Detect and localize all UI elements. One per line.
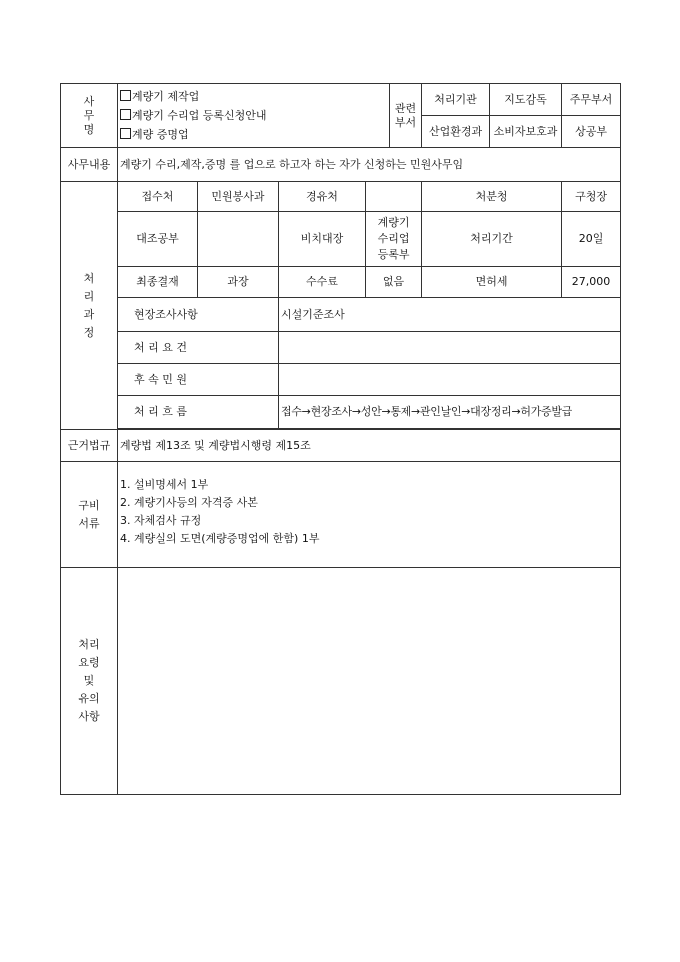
- main-dept-header: 주무부서: [562, 84, 621, 116]
- requirement-label: 처 리 요 건: [118, 332, 279, 364]
- checkbox-icon[interactable]: [120, 109, 131, 120]
- flow-label: 처 리 흐 름: [118, 396, 279, 429]
- fee-label: 수수료: [279, 267, 366, 298]
- processing-agency-value: 산업환경과: [422, 116, 490, 148]
- checkbox-icon[interactable]: [120, 128, 131, 139]
- affair-content-label: 사무내용: [61, 148, 118, 182]
- inspection-value: 시설기준조사: [279, 298, 621, 332]
- affair-name-options: [118, 84, 390, 148]
- disposal-label: 처분청: [422, 182, 562, 212]
- period-value: 20일: [562, 212, 621, 267]
- document-item: 4. 계량실의 도면(계량증명업에 한함) 1부: [120, 532, 320, 545]
- supervision-value: 소비자보호과: [490, 116, 562, 148]
- affair-content-text: 계량기 수리,제작,증명 를 업으로 하고자 하는 자가 신청하는 민원사무임: [118, 148, 621, 182]
- license-tax-value: 27,000: [562, 267, 621, 298]
- documents-label: 구비 서류: [61, 462, 118, 568]
- followup-value: [279, 364, 621, 396]
- option-certification[interactable]: 계량 증명업: [120, 125, 387, 144]
- document-item: 1. 설비명세서 1부: [120, 478, 209, 491]
- documents-list: [118, 462, 621, 568]
- legal-basis-text: 계량법 제13조 및 계량법시행령 제15조: [118, 430, 621, 462]
- followup-label: 후 속 민 원: [118, 364, 279, 396]
- inspection-label: 현장조사사항: [118, 298, 279, 332]
- document-item: 2. 계량기사등의 자격증 사본: [120, 496, 258, 509]
- ledger-value: [198, 212, 279, 267]
- notes-content: [118, 568, 621, 795]
- option-manufacture[interactable]: 계량기 제작업: [120, 87, 387, 106]
- flow-value: 접수→현장조사→성안→통제→관인날인→대장정리→허가증발급: [279, 396, 621, 429]
- final-approval-label: 최종결재: [118, 267, 198, 298]
- receipt-value: 민원봉사과: [198, 182, 279, 212]
- checkbox-icon[interactable]: [120, 90, 131, 101]
- final-approval-value: 과장: [198, 267, 279, 298]
- via-label: 경유처: [279, 182, 366, 212]
- related-dept-label: 관련 부서: [390, 84, 422, 148]
- receipt-label: 접수처: [118, 182, 198, 212]
- document-item: 3. 자체검사 규정: [120, 514, 202, 527]
- option-repair[interactable]: 계량기 수리업 등록신청안내: [120, 106, 387, 125]
- keep-label: 비치대장: [279, 212, 366, 267]
- supervision-header: 지도감독: [490, 84, 562, 116]
- license-tax-label: 면허세: [422, 267, 562, 298]
- processing-agency-header: 처리기관: [422, 84, 490, 116]
- via-value: [366, 182, 422, 212]
- affair-name-label: 사 무 명: [61, 84, 118, 148]
- ledger-label: 대조공부: [118, 212, 198, 267]
- affair-guide-table: [60, 83, 621, 795]
- fee-value: 없음: [366, 267, 422, 298]
- notes-label: 처리 요령 및 유의 사항: [61, 568, 118, 795]
- disposal-value: 구청장: [562, 182, 621, 212]
- legal-basis-label: 근거법규: [61, 430, 118, 462]
- keep-value: 계량기 수리업 등록부: [366, 212, 422, 267]
- main-dept-value: 상공부: [562, 116, 621, 148]
- requirement-value: [279, 332, 621, 364]
- period-label: 처리기간: [422, 212, 562, 267]
- process-label: 처 리 과 정: [61, 182, 118, 430]
